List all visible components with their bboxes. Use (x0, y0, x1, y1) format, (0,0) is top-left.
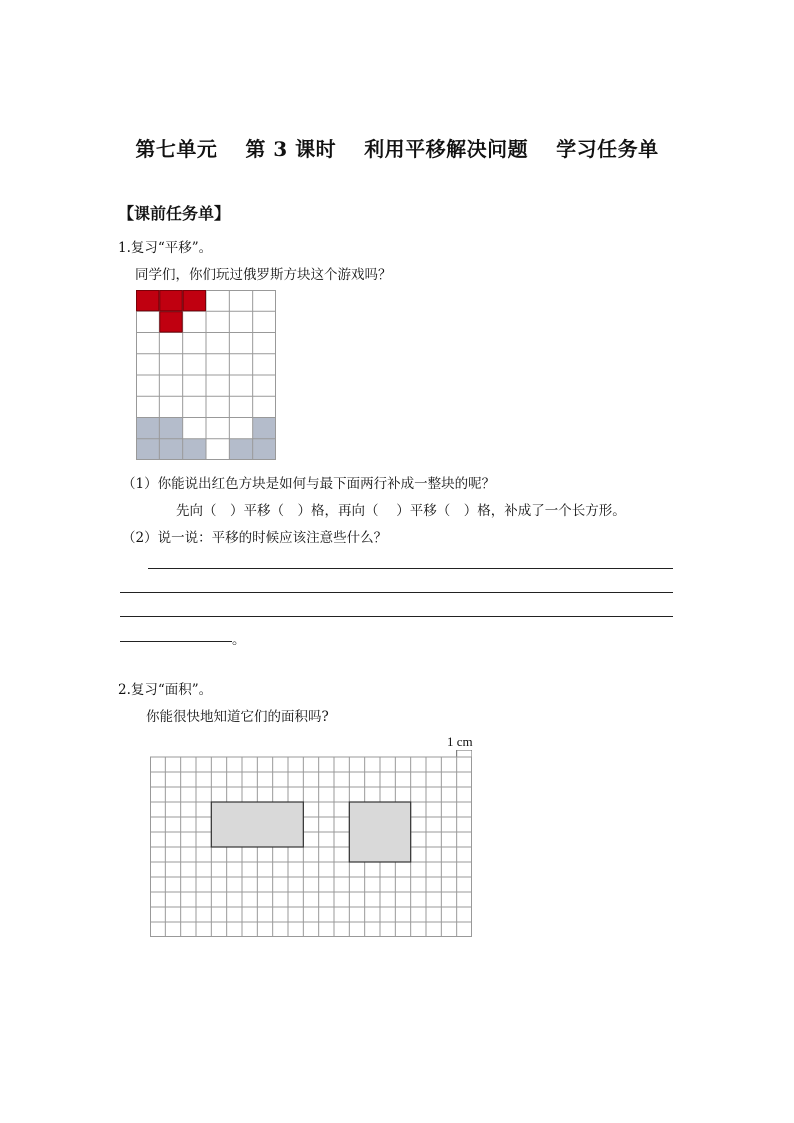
answer-end-mark: 。 (232, 632, 246, 648)
square-shape (349, 802, 410, 862)
unit-label: 1 cm (447, 734, 473, 749)
rectangle-shape (211, 802, 303, 847)
answer-line-1[interactable] (148, 568, 673, 569)
gray-block-cell (229, 439, 252, 460)
red-block-cell (159, 290, 182, 311)
answer-line-3[interactable] (120, 616, 673, 617)
gray-block-cell (253, 418, 276, 439)
red-block-cell (159, 311, 182, 332)
answer-line-2[interactable] (120, 592, 673, 593)
gray-block-cell (183, 439, 206, 460)
gray-block-cell (159, 418, 182, 439)
gray-block-cell (159, 439, 182, 460)
page-title: 第七单元 第 3 课时 利用平移解决问题 学习任务单 (135, 137, 659, 161)
q1-heading: 1.复习“平移”。 (118, 240, 213, 256)
section-header: 【课前任务单】 (118, 204, 231, 223)
gray-block-cell (253, 439, 276, 460)
gray-block-cell (136, 439, 159, 460)
unit-square-marker (457, 750, 472, 757)
answer-line-4[interactable] (120, 641, 232, 642)
area-grid (150, 750, 472, 937)
q1-sub1: （1）你能说出红色方块是如何与最下面两行补成一整块的呢？ (122, 476, 496, 492)
gray-block-cell (136, 418, 159, 439)
q1-intro: 同学们，你们玩过俄罗斯方块这个游戏吗？ (135, 267, 392, 283)
q1-sub2: （2）说一说：平移的时候应该注意些什么？ (122, 530, 388, 546)
red-block-cell (136, 290, 159, 311)
q2-intro: 你能很快地知道它们的面积吗? (146, 709, 329, 725)
tetris-grid (136, 290, 276, 460)
q2-heading: 2.复习“面积”。 (118, 682, 213, 698)
red-block-cell (183, 290, 206, 311)
q1-fill-in-sentence: 先向（ ）平移（ ）格，再向（ ）平移（ ）格，补成了一个长方形。 (176, 503, 626, 519)
